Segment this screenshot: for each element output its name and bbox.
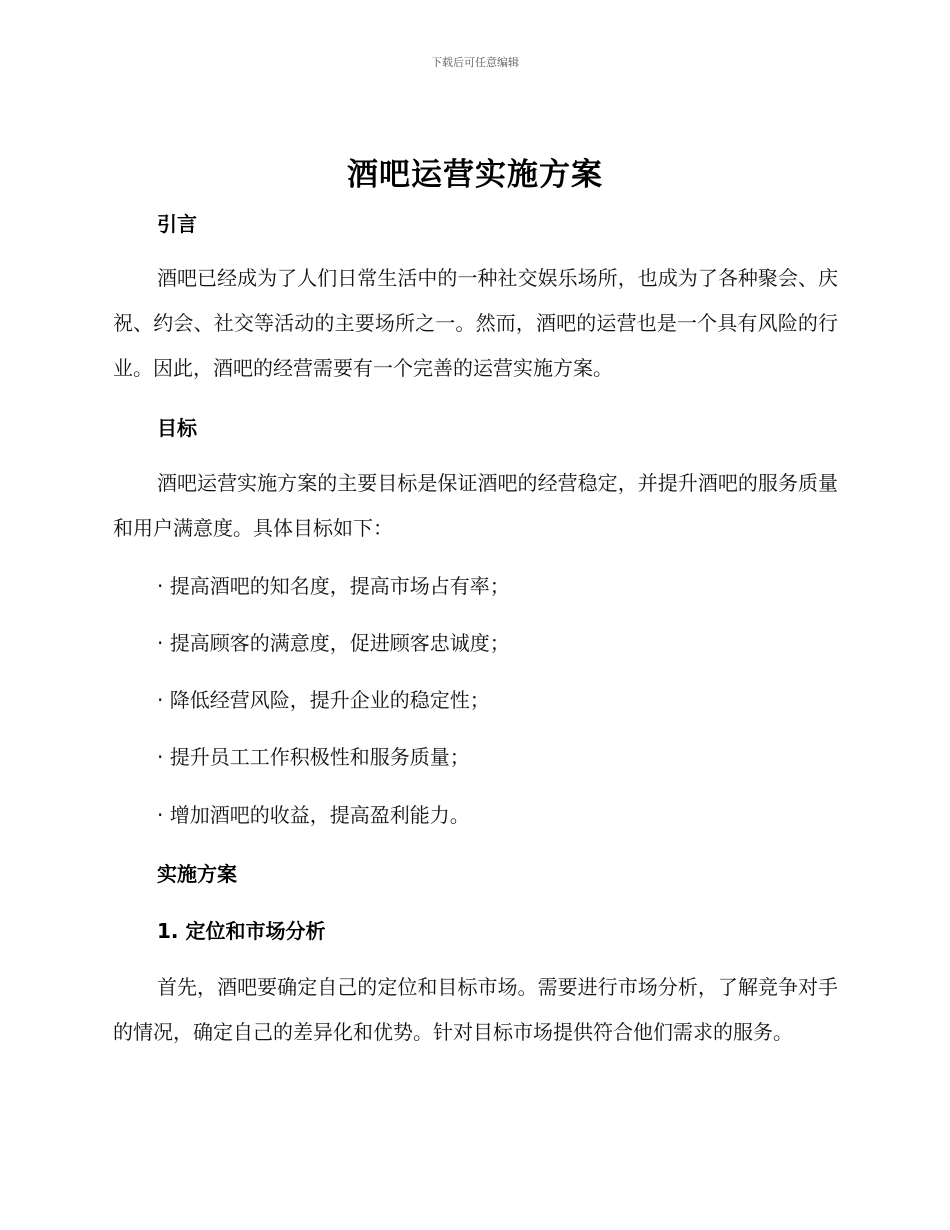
intro-paragraph: 酒吧已经成为了人们日常生活中的一种社交娱乐场所，也成为了各种聚会、庆祝、约会、社交等活动的主要场所之一。然而，酒吧的运营也是一个具有风险的行业。因此，酒吧的经营需要有一个完善的运营实施方案。 xyxy=(113,266,838,380)
goal-list-item: · 增加酒吧的收益，提高盈利能力。 xyxy=(157,803,470,827)
section-heading-goals: 目标 xyxy=(157,416,197,440)
goal-list-item: · 提高酒吧的知名度，提高市场占有率； xyxy=(157,574,510,598)
goals-paragraph-block xyxy=(113,461,838,551)
goal-list-item: · 提升员工工作积极性和服务质量； xyxy=(157,745,470,769)
section-heading-plan: 实施方案 xyxy=(157,862,237,886)
document-title: 酒吧运营实施方案 xyxy=(347,157,603,193)
intro-paragraph-block xyxy=(113,256,838,391)
goal-list-item: · 提高顾客的满意度，促进顾客忠诚度； xyxy=(157,631,510,655)
page-header-note: 下载后可任意编辑 xyxy=(431,56,519,69)
goals-paragraph: 酒吧运营实施方案的主要目标是保证酒吧的经营稳定，并提升酒吧的服务质量和用户满意度。具体目标如下： xyxy=(113,471,838,540)
subsection-heading-positioning: 1. 定位和市场分析 xyxy=(157,919,326,943)
goal-list-item: · 降低经营风险，提升企业的稳定性； xyxy=(157,688,490,712)
positioning-paragraph-block xyxy=(113,965,838,1055)
section-heading-intro: 引言 xyxy=(157,212,197,236)
positioning-paragraph: 首先，酒吧要确定自己的定位和目标市场。需要进行市场分析，了解竞争对手的情况，确定自己的差异化和优势。针对目标市场提供符合他们需求的服务。 xyxy=(113,975,838,1044)
